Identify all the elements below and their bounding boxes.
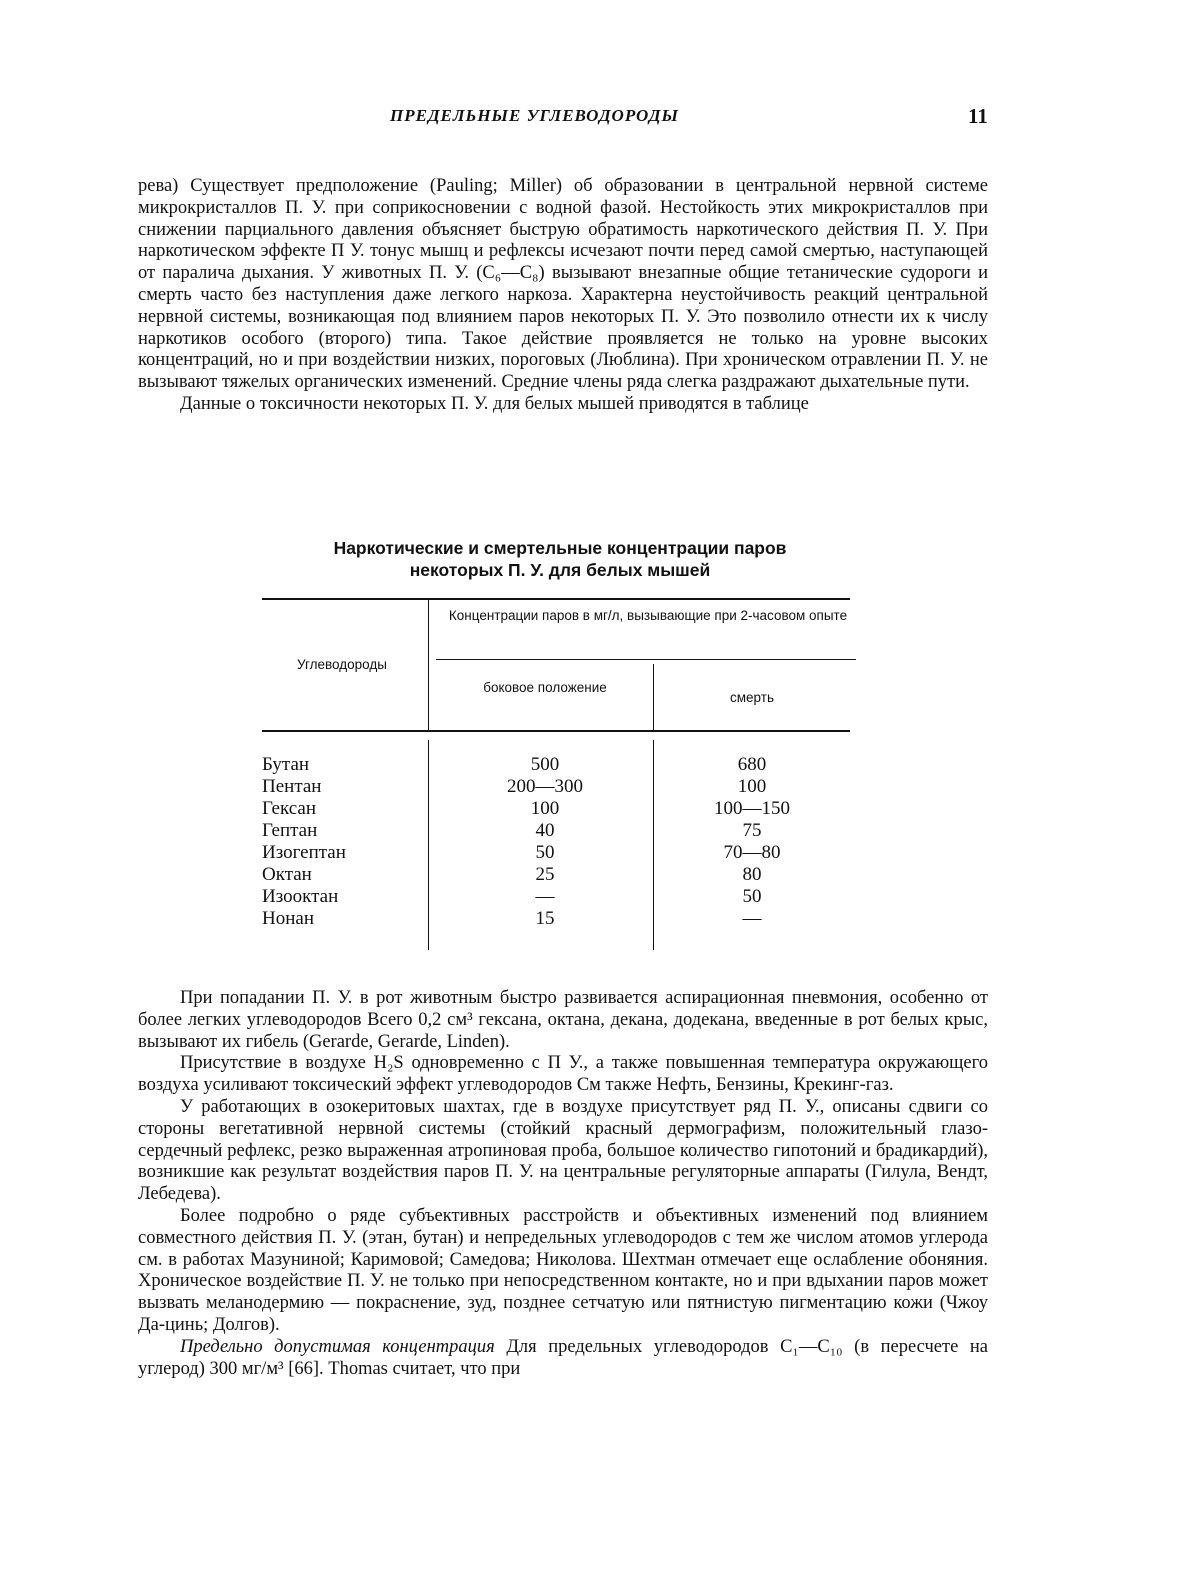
table-title-line-2: некоторых П. У. для белых мышей [409, 560, 711, 580]
paragraph-7-text: Для предельных углеводородов C₁—C₁₀ (в пересчете на углерод) 300 мг/м³ [66]. Thomas считает, что при [138, 1336, 988, 1379]
text-block-top [138, 176, 988, 416]
paragraph-1: рева) Существует предположение (Pauling; Miller) об образовании в центральной нервной системе микрокристаллов П. У. при соприкосновении с водной фазой. Нестойкость этих микрокристаллов при снижении парциального давления объясняет быструю обратимость наркотического действия П. У. При наркотическом эффекте П У. тонус мышц и рефлексы исчезают почти перед самой смертью, наступающей от паралича дыхания. У животных П. У. (C₆—C₈) вызывают внезапные общие тетанические судороги и смерть часто без наступления даже легкого наркоза. Характерна неустойчивость реакций центральной нервной системы, возникающая под влиянием паров некоторых П. У. Это позволило отнести их к числу наркотиков особого (второго) типа. Такое действие проявляется не только на уровне высоких концентраций, но и при воздействии низких, пороговых (Люблина). При хроническом отравлении П. У. не вызывают тяжелых органических изменений. Средние члены ряда слегка раздражают дыхательные пути. [138, 176, 988, 393]
table-cell-death: 50 [742, 886, 762, 907]
table-header-divider [428, 598, 429, 730]
table-cell-side: 500 [530, 754, 560, 775]
table-cell-name: Изооктан [262, 886, 339, 907]
table-cell-death: 75 [742, 820, 762, 841]
table-header-bottom-rule [262, 730, 850, 732]
paragraph-7 [138, 1337, 988, 1381]
table-cell-name: Гептан [262, 820, 318, 841]
running-title: ПРЕДЕЛЬНЫЕ УГЛЕВОДОРОДЫ [390, 106, 679, 125]
paragraph-6: Более подробно о ряде субъективных расстройств и объективных изменений под влиянием совместного действия П. У. (этан, бутан) и непредельных углеводородов с тем же числом атомов углерода см. в работах Мазуниной; Каримовой; Самедова; Николова. Шехтман отмечает еще ослабление обоняния. Хроническое воздействие П. У. не только при непосредственном контакте, но и при вдыхании паров может вызвать меланодермию — покраснение, зуд, позднее сетчатую или пятнистую пигментацию кожи (Чжоу Да-цинь; Долгов). [138, 1205, 988, 1335]
table-body-divider-2 [653, 740, 654, 950]
table-cell-side: 15 [535, 908, 555, 929]
table-cell-name: Гексан [262, 798, 316, 819]
paragraph-4: Присутствие в воздухе H₂S одновременно с П У., а также повышенная температура окружающего воздуха усиливают токсический эффект углеводородов См также Нефть, Бензины, Крекинг-газ. [138, 1053, 988, 1096]
page-number: 11 [968, 104, 988, 128]
col-header-hydrocarbons: Углеводороды [297, 657, 387, 672]
table-cell-name: Бутан [262, 754, 310, 775]
table-cell-side: 25 [535, 864, 555, 885]
table-cell-name: Нонан [262, 908, 314, 929]
table-cell-death: 680 [737, 754, 767, 775]
table-cell-side: — [535, 886, 555, 907]
table-cell-side: 100 [530, 798, 560, 819]
table-cell-side: 40 [535, 820, 555, 841]
col-header-death: смерть [730, 690, 774, 705]
paragraph-3: При попадании П. У. в рот животным быстро развивается аспирационная пневмония, особенно от более легких углеводородов Всего 0,2 см³ гексана, октана, декана, додекана, введенные в рот белых крыс, вызывают их гибель (Gerarde, Gerarde, Linden). [138, 988, 988, 1052]
col-header-concentration-group: Концентрации паров в мг/л, вызывающие при 2-часовом опыте [448, 608, 848, 623]
col-header-side-position: боковое положение [483, 680, 607, 695]
paragraph-7-label: Предельно допустимая концентрация [180, 1336, 495, 1357]
table-title-line-1: Наркотические и смертельные концентрации паров [333, 538, 787, 558]
table-subheader-divider [653, 664, 654, 730]
table-group-rule [436, 659, 856, 660]
table-title [230, 537, 890, 581]
table-cell-death: 100 [737, 776, 767, 797]
table-cell-name: Октан [262, 864, 312, 885]
paragraph-2: Данные о токсичности некоторых П. У. для белых мышей приводятся в таблице [180, 393, 809, 414]
table-cell-death: — [742, 908, 762, 929]
table-top-rule [262, 598, 850, 600]
table-cell-name: Изогептан [262, 842, 346, 863]
paragraph-5: У работающих в озокеритовых шахтах, где в воздухе присутствует ряд П. У., описаны сдвиги со стороны вегетативной нервной системы (стойкий красный дермографизм, положительный глазо-сердечный рефлекс, резко выраженная атропиновая проба, большое количество гипотоний и брадикардий), возникшие как результат воздействия паров П. У. на центральные регуляторные аппараты (Гилула, Вендт, Лебедева). [138, 1096, 988, 1205]
table-cell-side: 200—300 [507, 776, 583, 797]
table-cell-side: 50 [535, 842, 555, 863]
table-cell-death: 70—80 [723, 842, 781, 863]
table-cell-death: 80 [742, 864, 762, 885]
text-block-bottom [138, 988, 988, 1380]
table-body-divider-1 [428, 740, 429, 950]
table-cell-name: Пентан [262, 776, 322, 797]
table-cell-death: 100—150 [714, 798, 790, 819]
